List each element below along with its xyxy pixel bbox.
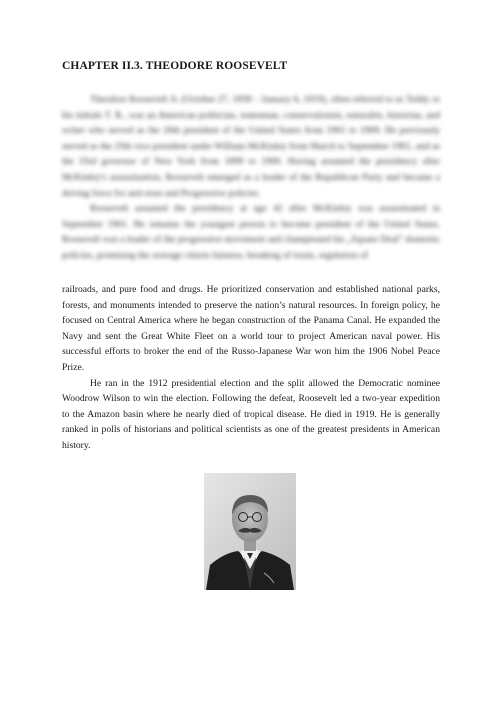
paragraph-presidency: Roosevelt assumed the presidency at age 42 after McKinley was assassinated in September 1901. He remains the youngest person to become president of the United States. Roosevelt was a leader of the progressive movement and championed his „Square Deal” domestic policies, promising the average citizen fairness, breaking of trusts, regulation of [62,203,440,261]
clear-text-section [62,282,440,454]
blurred-text-section [62,92,440,264]
paragraph-policies: railroads, and pure food and drugs. He prioritized conservation and established national parks, forests, and monuments intended to preserve the nation’s natural resources. In foreign policy, he focused on Central America where he began construction of the Panama Canal. He expanded the Navy and sent the Great White Fleet on a world tour to project American naval power. His successful efforts to broker the end of the Russo-Japanese War won him the 1906 Nobel Peace Prize. [62,284,440,373]
portrait-photo [204,473,296,590]
paragraph-intro: Theodore Roosevelt Jr. (October 27, 1858 – January 6, 1919), often referred to as Teddy or his initials T. R., was an American politician, statesman, conservationist, naturalist, historian, and writer who served as the 26th president of the United States from 1901 to 1909. He previously served as the 25th vice president under William McKinley from March to September 1901, and as the 33rd governor of New York from 1899 to 1900. Having assumed the presidency after McKinley's assassination, Roosevelt emerged as a leader of the Republican Party and became a driving force for anti-trust and Progressive policies. [62,94,440,199]
chapter-title: CHAPTER II.3. THEODORE ROOSEVELT [62,60,288,72]
paragraph-later-life: He ran in the 1912 presidential election and the split allowed the Democratic nominee Woodrow Wilson to win the election. Following the defeat, Roosevelt led a two-year expedition to the Amazon basin where he nearly died of tropical disease. He died in 1919. He is generally ranked in polls of historians and political scientists as one of the greatest presidents in American history. [62,377,440,451]
